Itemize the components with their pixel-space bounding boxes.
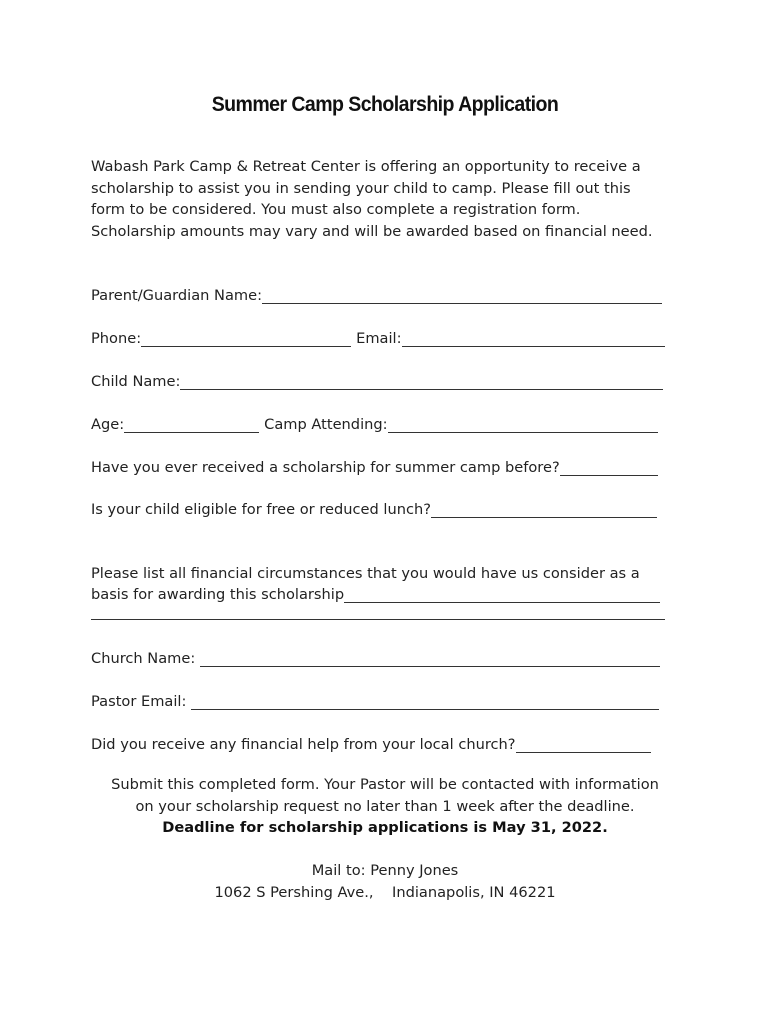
pastor-email-label: Pastor Email: — [91, 693, 192, 710]
phone-email-row — [91, 327, 665, 347]
intro-line: Scholarship amounts may vary and will be awarded based on financial need. — [91, 222, 653, 240]
intro-line: Wabash Park Camp & Retreat Center is offering an opportunity to receive a — [91, 158, 641, 175]
email-label: Email: — [356, 330, 402, 347]
page-title: Summer Camp Scholarship Application — [211, 93, 559, 116]
prior-scholarship-field[interactable] — [560, 460, 658, 476]
age-camp-row — [91, 413, 658, 433]
submit-line: on your scholarship request no later than 1 week after the deadline. — [135, 797, 635, 815]
intro-paragraph — [91, 156, 691, 242]
parent-name-row — [91, 284, 662, 304]
church-name-row — [91, 647, 660, 667]
pastor-email-field[interactable] — [191, 694, 659, 710]
pastor-email-row — [91, 690, 659, 710]
phone-field[interactable] — [141, 331, 351, 347]
email-field[interactable] — [402, 331, 665, 347]
church-help-field[interactable] — [516, 737, 651, 753]
church-name-label: Church Name: — [91, 650, 200, 667]
intro-line: form to be considered. You must also complete a registration form. — [91, 201, 581, 218]
address-line: 1062 S Pershing Ave., Indianapolis, IN 46221 — [214, 883, 556, 901]
parent-name-label: Parent/Guardian Name: — [91, 287, 262, 304]
church-help-row — [91, 733, 651, 753]
deadline-text: Deadline for scholarship applications is May 31, 2022. — [162, 819, 608, 836]
child-name-label: Child Name: — [91, 373, 181, 390]
prior-scholarship-label: Have you ever received a scholarship for summer camp before? — [91, 459, 560, 476]
circumstances-row-1 — [91, 562, 640, 582]
church-help-label: Did you receive any financial help from your local church? — [91, 736, 516, 753]
parent-name-field[interactable] — [262, 288, 662, 304]
prior-scholarship-row — [91, 456, 658, 476]
submit-instructions — [0, 774, 770, 839]
child-name-row — [91, 370, 663, 390]
circumstances-field[interactable] — [344, 587, 660, 603]
circumstances-label-line1: Please list all financial circumstances that you would have us consider as a — [91, 565, 640, 582]
reduced-lunch-label: Is your child eligible for free or reduced lunch? — [91, 501, 431, 518]
age-label: Age: — [91, 416, 125, 433]
circumstances-row-2 — [91, 583, 660, 603]
intro-line: scholarship to assist you in sending your child to camp. Please fill out this — [91, 179, 631, 197]
reduced-lunch-field[interactable] — [431, 502, 657, 518]
age-field[interactable] — [124, 417, 259, 433]
mail-to-line: Mail to: Penny Jones — [311, 862, 459, 879]
camp-attending-label: Camp Attending: — [264, 416, 388, 433]
child-name-field[interactable] — [180, 374, 663, 390]
camp-attending-field[interactable] — [388, 417, 658, 433]
church-name-field[interactable] — [200, 651, 660, 667]
submit-line: Submit this completed form. Your Pastor will be contacted with information — [111, 776, 659, 793]
circumstances-extra-line[interactable] — [91, 619, 665, 620]
circumstances-label-line2: basis for awarding this scholarship — [91, 586, 345, 603]
mailing-address — [0, 860, 770, 903]
phone-label: Phone: — [91, 330, 142, 347]
reduced-lunch-row — [91, 498, 657, 518]
